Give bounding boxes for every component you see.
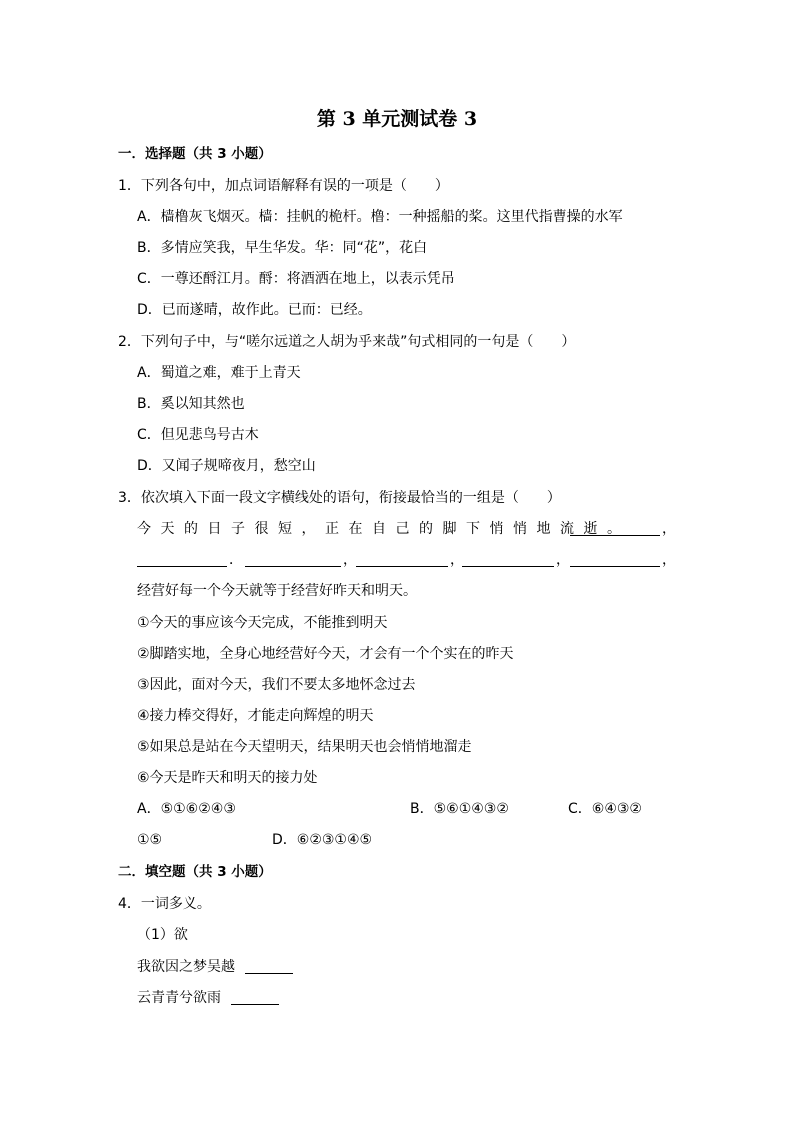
- passage-comma: ，: [343, 552, 357, 568]
- question-2-option-b: B．奚以知其然也: [137, 396, 245, 412]
- passage-comma: ，: [662, 552, 676, 568]
- question-2-option-d: D．又闻子规啼夜月，愁空山: [137, 458, 316, 474]
- question-3-sentence-4: ④接力棒交得好，才能走向辉煌的明天: [137, 708, 374, 724]
- question-3-choice-b: B．⑤⑥①④③②: [410, 801, 509, 817]
- passage-comma: ，: [662, 521, 676, 537]
- question-1-option-b: B．多情应笑我，早生华发。华：同“花”，花白: [137, 240, 428, 256]
- question-4-stem: 4．一词多义。: [118, 896, 211, 912]
- question-3-sentence-3: ③因此，面对今天，我们不要太多地怀念过去: [137, 677, 416, 693]
- passage-comma: ，: [556, 552, 570, 568]
- answer-blank-7: [245, 959, 293, 974]
- question-3-sentence-6: ⑥今天是昨天和明天的接力处: [137, 770, 318, 786]
- question-3-choice-c-continued: ①⑤: [137, 832, 163, 848]
- question-3-choice-a: A．⑤①⑥②④③: [137, 801, 236, 817]
- question-3-sentence-1: ①今天的事应该今天完成，不能推到明天: [137, 615, 388, 631]
- answer-blank-1: [570, 521, 660, 536]
- answer-blank-4: [356, 552, 448, 567]
- question-3-passage-end: 经营好每一个今天就等于经营好昨天和明天。: [137, 583, 417, 599]
- answer-blank-6: [570, 552, 660, 567]
- question-1-option-a: A．樯橹灰飞烟灭。樯：挂帆的桅杆。橹：一种摇船的桨。这里代指曹操的水军: [137, 209, 623, 225]
- question-2-stem: 2．下列句子中，与“嗟尔远道之人胡为乎来哉”句式相同的一句是（ ）: [118, 334, 576, 350]
- question-3-choice-c: C．⑥④③②: [568, 801, 642, 817]
- question-3-sentence-2: ②脚踏实地，全身心地经营好今天，才会有一个个实在的昨天: [137, 646, 514, 662]
- question-3-choice-d: D．⑥②③①④⑤: [272, 832, 373, 848]
- section-heading-choice: 一．选择题（共 3 小题）: [118, 146, 272, 162]
- page-title: 第 3 单元测试卷 3: [316, 108, 478, 130]
- question-3-stem: 3．依次填入下面一段文字横线处的语句，衔接最恰当的一组是（ ）: [118, 490, 561, 506]
- question-2-option-c: C．但见悲鸟号古木: [137, 427, 259, 443]
- question-3-sentence-5: ⑤如果总是站在今天望明天，结果明天也会悄悄地溜走: [137, 739, 472, 755]
- question-3-passage-start: 今天的日子很短，正在自己的脚下悄悄地流逝。: [137, 521, 631, 537]
- question-2-option-a: A．蜀道之难，难于上青天: [137, 365, 301, 381]
- answer-blank-3: [245, 552, 341, 567]
- answer-blank-8: [231, 990, 279, 1005]
- section-heading-fill-in: 二．填空题（共 3 小题）: [118, 864, 272, 880]
- question-4-line-2: 云青青兮欲雨: [137, 990, 221, 1006]
- answer-blank-5: [462, 552, 554, 567]
- passage-comma: ，: [450, 552, 464, 568]
- question-1-stem: 1．下列各句中，加点词语解释有误的一项是（ ）: [118, 178, 449, 194]
- question-4-sub-1: （1）欲: [137, 927, 188, 943]
- question-4-line-1: 我欲因之梦吴越: [137, 959, 235, 975]
- passage-period: ．: [229, 552, 243, 568]
- answer-blank-2: [137, 552, 227, 567]
- question-1-option-c: C．一尊还酹江月。酹：将酒洒在地上，以表示凭吊: [137, 271, 455, 287]
- question-1-option-d: D．已而遂晴，故作此。已而：已经。: [137, 302, 372, 318]
